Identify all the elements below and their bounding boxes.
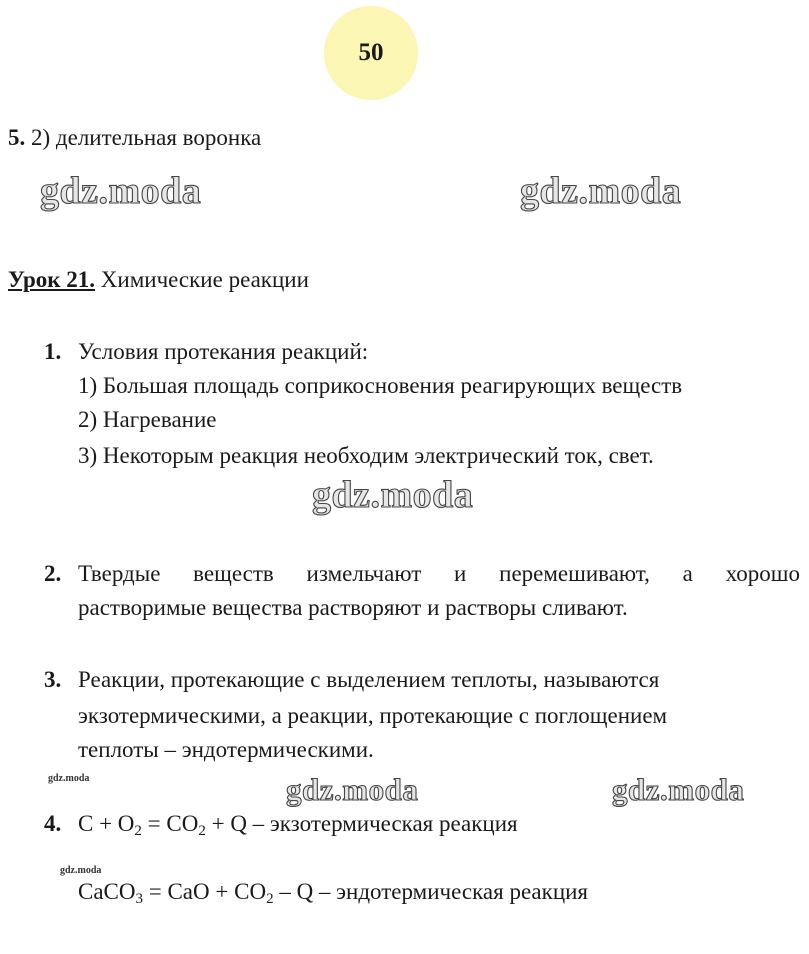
task-5 [8,126,261,149]
question-number: 2. [44,561,62,586]
equation-exothermic [78,811,518,839]
question-text-line: теплоты – эндотермическими. [78,737,374,762]
watermark: gdz.moda [312,474,474,516]
equation-part: = CO [141,811,199,836]
list-item [78,408,216,431]
list-item [78,444,654,467]
list-item-number: 1) [78,373,98,398]
lesson-heading [8,268,309,291]
question-number: 4. [44,811,62,836]
question-text-line: Реакции, протекающие с выделением теплоты, называются [78,667,660,692]
watermark: gdz.moda [612,772,745,807]
equation-part: = CaO + CO [143,879,267,904]
watermark: gdz.moda [520,170,682,212]
page-number: 50 [358,39,384,66]
list-item [78,374,682,397]
watermark: gdz.moda [40,170,202,212]
task-number: 5. [8,125,26,150]
equation-part: – Q – эндотермическая реакция [273,879,589,904]
list-item-number: 2) [78,407,98,432]
list-item-text: Некоторым реакция необходим электрический ток, свет. [102,443,654,468]
question-number: 1. [44,339,62,364]
task-text: 2) делительная воронка [31,125,262,150]
question-text: Условия протекания реакций: [78,339,369,364]
question-number: 3. [44,667,62,692]
lesson-label: Урок 21. [8,267,96,292]
watermark-small: gdz.moda [48,773,90,784]
equation-endothermic [78,879,589,907]
subscript: 2 [134,823,142,839]
watermark-small: gdz.moda [60,865,102,876]
list-item-text: Большая площадь соприкосновения реагирующих веществ [102,373,683,398]
subscript: 2 [266,891,274,907]
question-text-line: растворимые вещества растворяют и растворы сливают. [78,595,628,620]
lesson-title: Химические реакции [100,267,309,292]
equation-part: + Q – экзотермическая реакция [205,811,518,836]
subscript: 3 [135,891,143,907]
watermark: gdz.moda [286,772,419,807]
list-item-number: 3) [78,443,98,468]
page-number-badge [324,6,418,100]
list-item-text: Нагревание [102,407,217,432]
question-text-line: Твердые веществ измельчают и перемешивают, а хорошо [78,561,800,586]
equation-part: CaCO [78,879,136,904]
subscript: 2 [198,823,206,839]
question-text-line: экзотермическими, а реакции, протекающие с поглощением [78,703,668,728]
equation-part: C + O [78,811,135,836]
